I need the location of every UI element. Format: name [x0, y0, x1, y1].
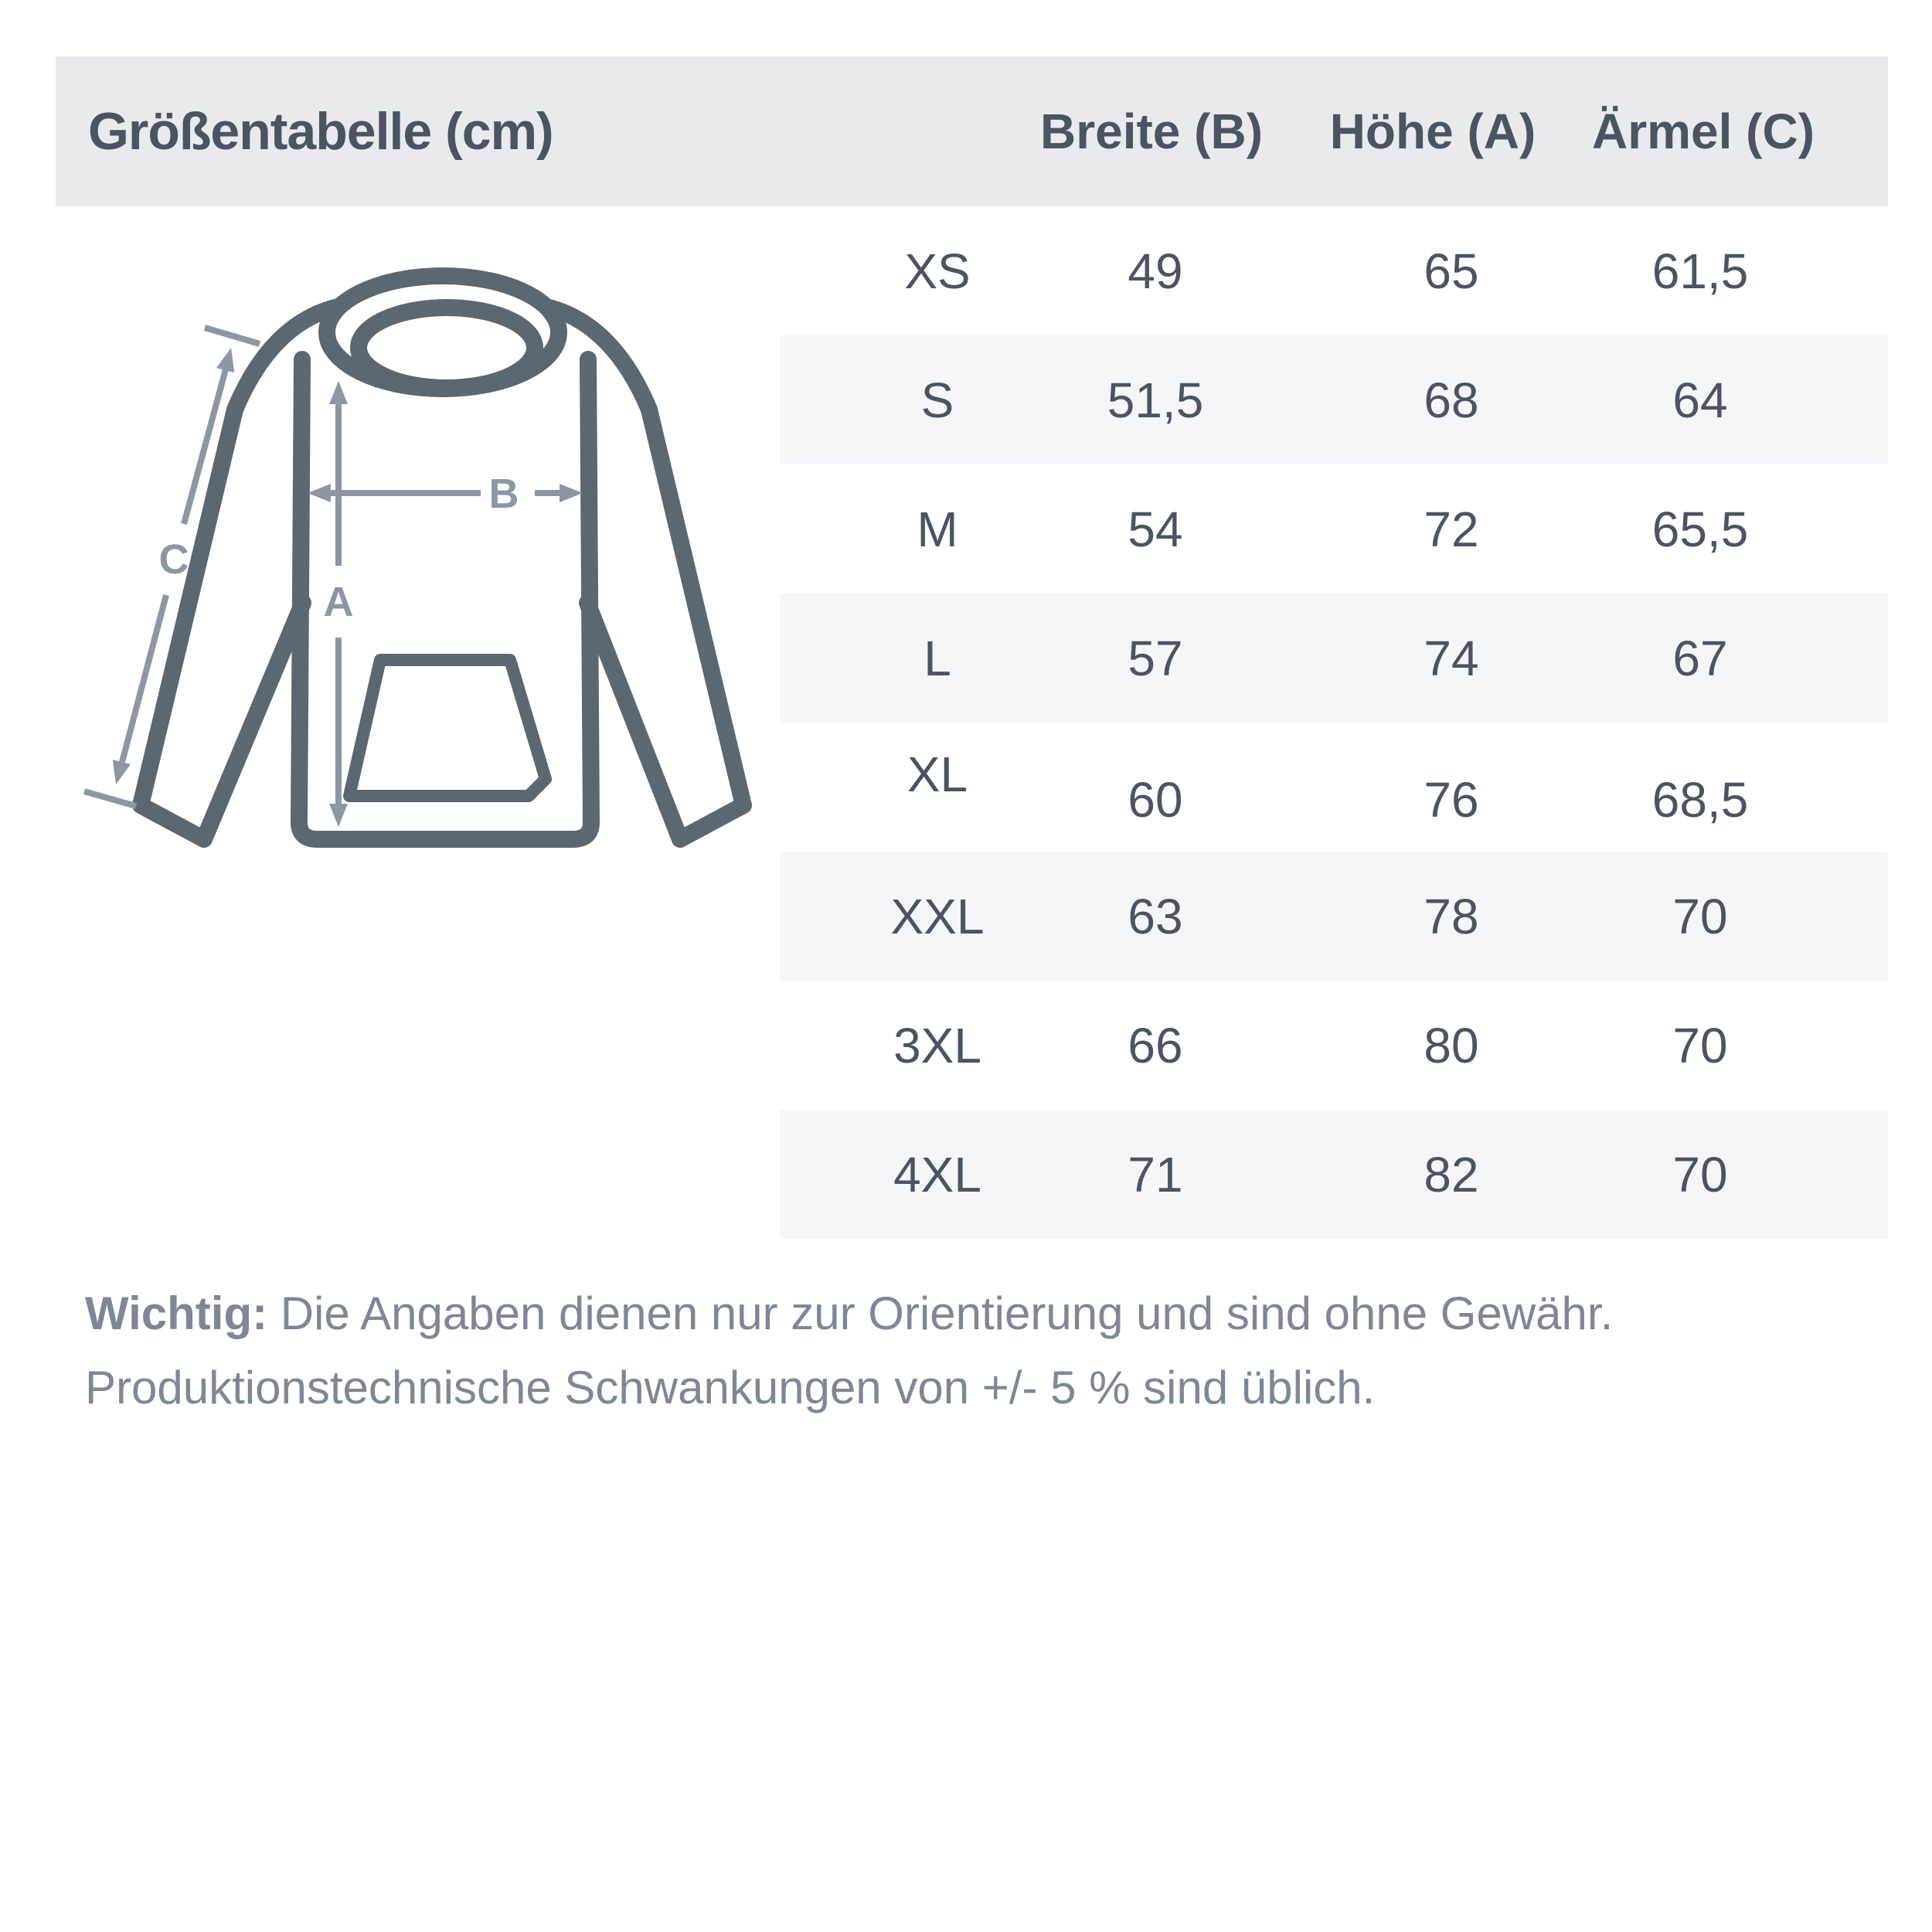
measure-a-label: A — [323, 579, 354, 625]
column-header-breite: Breite (B) — [1039, 104, 1264, 159]
size-cell: 3XL — [893, 1017, 981, 1073]
hoehe-cell: 78 — [1423, 888, 1479, 944]
hoehe-cell: 72 — [1423, 501, 1479, 557]
breite-cell: 54 — [1128, 501, 1183, 557]
measure-b-label: B — [488, 471, 519, 517]
table-row — [780, 206, 1888, 335]
disclaimer-text-1: Die Angaben dienen nur zur Orientierung und sind ohne Gewähr. — [280, 1287, 1614, 1339]
aermel-cell: 70 — [1672, 1146, 1728, 1202]
column-header-aermel: Ärmel (C) — [1591, 104, 1815, 159]
measure-c-label: C — [158, 536, 189, 583]
breite-cell: 60 — [1128, 772, 1183, 828]
size-cell: S — [920, 372, 954, 428]
hoodie-measurement-diagram — [46, 216, 781, 927]
hoodie-hood-inner — [359, 308, 535, 388]
aermel-cell: 70 — [1672, 888, 1728, 944]
size-cell: 4XL — [893, 1146, 981, 1202]
hoehe-cell: 80 — [1423, 1017, 1479, 1073]
aermel-cell: 68,5 — [1651, 772, 1749, 828]
size-cell: M — [917, 501, 958, 557]
hoehe-cell: 74 — [1423, 630, 1479, 686]
table-row — [780, 464, 1888, 594]
breite-cell: 51,5 — [1107, 372, 1204, 428]
hoehe-cell: 68 — [1423, 372, 1479, 428]
hoehe-cell: 76 — [1423, 772, 1479, 828]
table-row — [780, 852, 1888, 981]
size-cell: XXL — [890, 888, 985, 944]
breite-cell: 63 — [1128, 888, 1183, 944]
aermel-cell: 70 — [1672, 1017, 1728, 1073]
table-row — [780, 594, 1888, 723]
page-title: Größentabelle (cm) — [88, 102, 553, 161]
table-row — [780, 723, 1888, 852]
size-cell: L — [923, 630, 951, 686]
hoehe-cell: 82 — [1423, 1146, 1479, 1202]
aermel-cell: 65,5 — [1651, 501, 1749, 557]
table-row — [780, 335, 1888, 464]
disclaimer-line-2: Produktionstechnische Schwankungen von +/- 5 % sind üblich. — [85, 1362, 1376, 1413]
size-cell: XL — [906, 746, 968, 802]
hoodie-right-sleeve — [546, 307, 743, 839]
breite-cell: 57 — [1128, 630, 1183, 686]
breite-cell: 66 — [1128, 1017, 1183, 1073]
hoodie-pocket — [349, 660, 546, 796]
size-cell: XS — [904, 243, 971, 299]
breite-cell: 71 — [1128, 1146, 1183, 1202]
column-header-hoehe: Höhe (A) — [1329, 104, 1536, 159]
disclaimer-emphasis: Wichtig: — [85, 1287, 268, 1339]
disclaimer — [85, 1277, 1870, 1425]
hoehe-cell: 65 — [1423, 243, 1479, 299]
table-row — [780, 1110, 1888, 1239]
size-table-header — [56, 56, 1888, 206]
aermel-cell: 64 — [1672, 372, 1728, 428]
measure-b-arrow — [308, 484, 583, 502]
table-row — [780, 981, 1888, 1110]
breite-cell: 49 — [1128, 243, 1183, 299]
aermel-cell: 67 — [1672, 630, 1728, 686]
aermel-cell: 61,5 — [1651, 243, 1749, 299]
disclaimer-line-1 — [85, 1277, 1870, 1351]
